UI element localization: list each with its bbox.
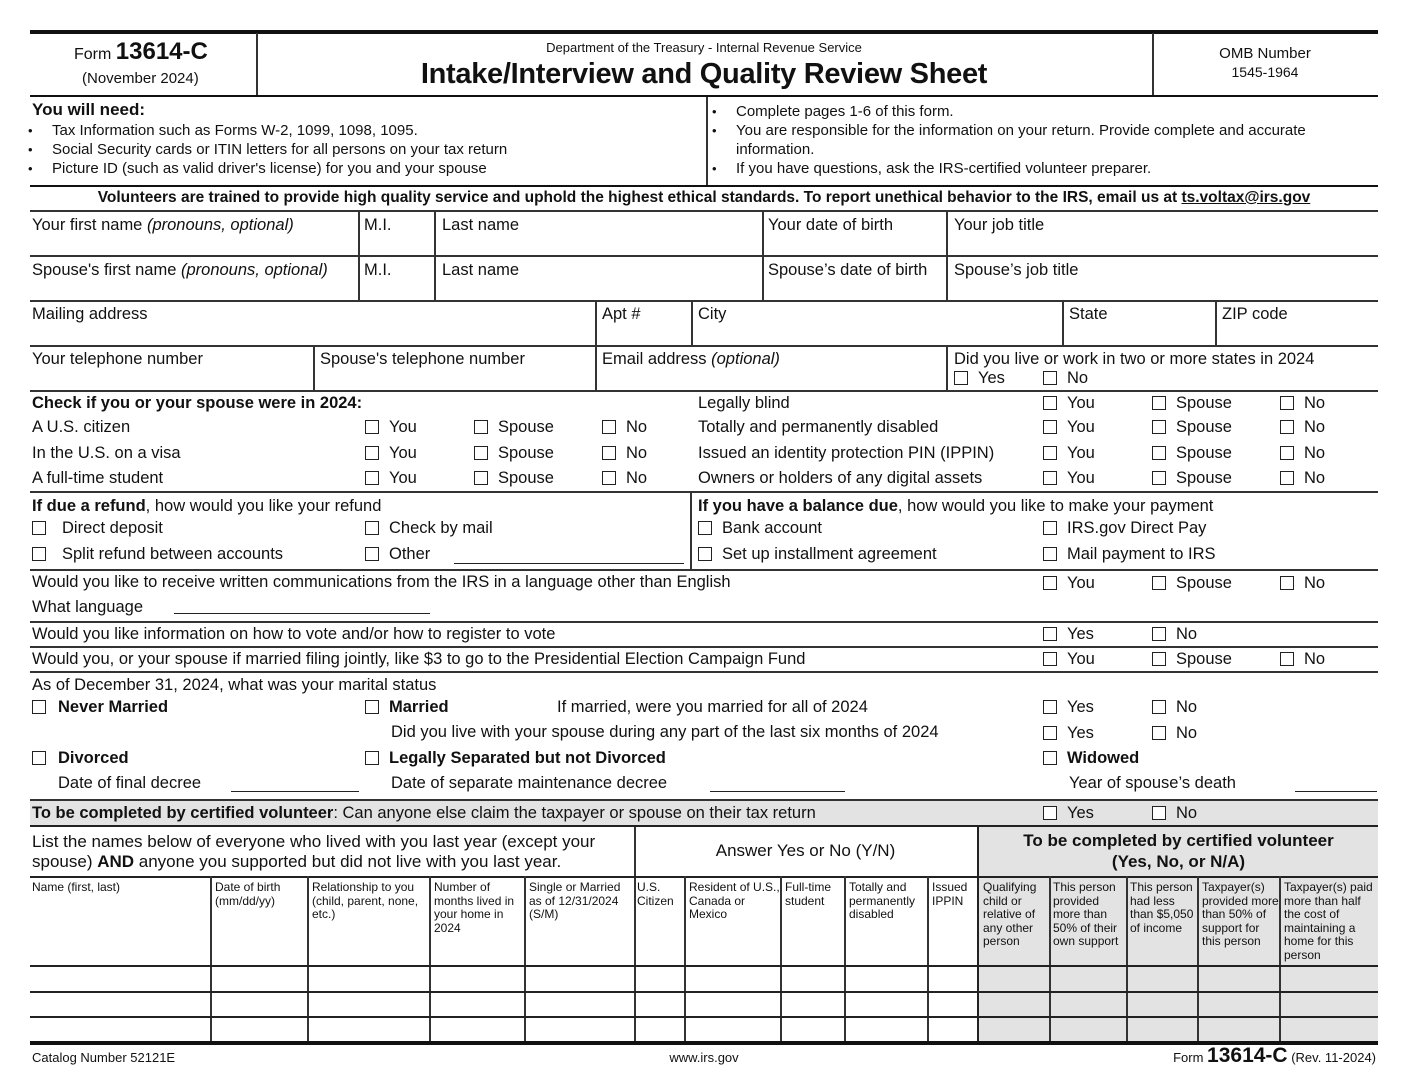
campaign-you-checkbox[interactable]	[1043, 651, 1095, 668]
checkbox-icon[interactable]	[1280, 471, 1294, 485]
top-border	[30, 30, 1378, 34]
visa-label: In the U.S. on a visa	[32, 444, 181, 462]
marital-question: As of December 31, 2024, what was your marital status	[32, 676, 437, 694]
label: Married	[389, 698, 449, 716]
table-row[interactable]	[30, 993, 1378, 1017]
student-spouse-checkbox[interactable]	[474, 470, 554, 487]
email-field[interactable]	[602, 351, 780, 368]
spouse-first-name-field[interactable]	[32, 262, 328, 279]
col-header-resident: Resident of U.S., Canada or Mexico	[689, 880, 780, 921]
language-spouse-checkbox[interactable]	[1152, 575, 1232, 592]
zip-field[interactable]: ZIP code	[1222, 305, 1288, 323]
department-label: Department of the Treasury - Internal Revenue Service	[546, 40, 862, 55]
label: AND	[97, 852, 135, 871]
label: Spouse	[1176, 418, 1232, 436]
checkbox-icon[interactable]	[1043, 652, 1057, 666]
label: Bank account	[722, 519, 822, 537]
col-header-relationship: Relationship to you (child, parent, none, etc.)	[312, 880, 419, 921]
form-id	[74, 40, 208, 64]
mail-payment-checkbox[interactable]	[1043, 546, 1216, 563]
form-number: 13614-C	[115, 38, 208, 65]
label: Split refund between accounts	[62, 545, 284, 563]
label: No	[1067, 369, 1089, 387]
blind-no-checkbox[interactable]	[1280, 395, 1325, 412]
ethics-text: Volunteers are trained to provide high quality service and uphold the highest ethical standards. To report unethical behavior to the IRS, email us at	[97, 189, 1182, 206]
checkbox-icon[interactable]	[698, 547, 712, 561]
checkbox-icon[interactable]	[1152, 446, 1166, 460]
divider	[30, 210, 1378, 212]
footer-form-id	[1173, 1045, 1376, 1066]
two-states-no-checkbox[interactable]	[1043, 370, 1088, 387]
checkbox-icon[interactable]	[602, 471, 616, 485]
checkbox-icon[interactable]	[365, 471, 379, 485]
campaign-no-checkbox[interactable]	[1280, 651, 1325, 668]
refund-other-input[interactable]	[454, 563, 684, 564]
need-item-continued: information.	[736, 141, 815, 158]
label: Email address	[602, 350, 707, 368]
divider	[762, 210, 764, 300]
married-all-year-question: If married, were you married for all of 2024	[557, 698, 868, 716]
col-header-qualifying: Qualifying child or relative of any other person	[983, 880, 1037, 948]
married-all-year-yes-checkbox[interactable]	[1043, 699, 1094, 716]
checkbox-icon[interactable]	[474, 471, 488, 485]
label: Never Married	[58, 698, 169, 716]
what-language-input[interactable]	[174, 613, 430, 614]
visa-you-checkbox[interactable]	[365, 445, 417, 462]
label: Mail payment to IRS	[1067, 545, 1216, 563]
need-item: • Picture ID (such as valid driver's license) for you and your spouse	[52, 161, 487, 176]
lived-with-spouse-question: Did you live with your spouse during any part of the last six months of 2024	[391, 723, 939, 741]
installment-checkbox[interactable]	[698, 546, 937, 563]
us-citizen-label: A U.S. citizen	[32, 418, 131, 436]
catalog-number: Catalog Number 52121E	[32, 1050, 176, 1065]
divider	[358, 210, 360, 300]
checkbox-icon[interactable]	[1152, 420, 1166, 434]
divider	[946, 345, 948, 390]
ethics-email-link[interactable]: ts.voltax@irs.gov	[1181, 189, 1311, 206]
checkbox-icon[interactable]	[1152, 700, 1166, 714]
bottom-border	[30, 1041, 1378, 1045]
separated-checkbox[interactable]	[365, 750, 666, 767]
divorced-checkbox[interactable]	[32, 750, 129, 767]
answer-yn-header: Answer Yes or No (Y/N)	[715, 841, 896, 860]
divider	[30, 876, 1378, 878]
checkbox-icon[interactable]	[1043, 371, 1057, 385]
label: , how would you like to make your payment	[897, 497, 1214, 515]
state-field[interactable]: State	[1069, 305, 1108, 323]
label: Spouse	[1176, 650, 1232, 668]
vote-yes-checkbox[interactable]	[1043, 626, 1094, 643]
col-header-taxpayer-support: Taxpayer(s) provided more than 50% of support for this person	[1202, 880, 1279, 948]
label: Other	[389, 545, 431, 563]
divider	[30, 621, 1378, 623]
student-label: A full-time student	[32, 469, 164, 487]
label: Yes	[1067, 804, 1094, 822]
divider	[30, 300, 1378, 302]
check-by-mail-checkbox[interactable]	[365, 520, 493, 537]
balance-title	[698, 498, 1213, 515]
disabled-spouse-checkbox[interactable]	[1152, 419, 1232, 436]
divider	[1152, 33, 1154, 95]
divider	[706, 97, 708, 185]
label: Yes	[1067, 698, 1094, 716]
need-item: • Tax Information such as Forms W-2, 1099, 1098, 1095.	[52, 123, 418, 138]
student-no-checkbox[interactable]	[602, 470, 647, 487]
direct-deposit-checkbox[interactable]	[32, 520, 163, 537]
final-decree-input[interactable]	[231, 791, 359, 792]
label: You	[1067, 418, 1095, 436]
checkbox-icon[interactable]	[602, 446, 616, 460]
disabled-label: Totally and permanently disabled	[698, 418, 939, 436]
separate-decree-input[interactable]	[710, 791, 845, 792]
language-question: Would you like to receive written communications from the IRS in a language other than English	[32, 573, 731, 591]
label: You	[1067, 469, 1095, 487]
spouse-job-title-field[interactable]: Spouse’s job title	[954, 261, 1079, 279]
divider	[946, 210, 948, 300]
divider	[313, 345, 315, 390]
checkbox-icon[interactable]	[1152, 806, 1166, 820]
volunteer-claim-question	[32, 805, 816, 822]
checkbox-icon[interactable]	[1152, 396, 1166, 410]
need-item: • Complete pages 1-6 of this form.	[736, 104, 954, 119]
city-field[interactable]: City	[698, 305, 727, 323]
vote-no-checkbox[interactable]	[1152, 626, 1197, 643]
label: You	[1067, 650, 1095, 668]
campaign-spouse-checkbox[interactable]	[1152, 651, 1232, 668]
col-header-ippin: Issued IPPIN	[932, 880, 968, 908]
divider	[690, 491, 692, 569]
married-checkbox[interactable]	[365, 699, 449, 716]
label: You	[389, 469, 417, 487]
two-states-question: Did you live or work in two or more states in 2024	[954, 350, 1315, 368]
divider	[30, 671, 1378, 673]
label: (pronouns, optional)	[180, 261, 328, 279]
label: You	[1067, 574, 1095, 592]
student-you-checkbox[interactable]	[365, 470, 417, 487]
married-all-year-no-checkbox[interactable]	[1152, 699, 1197, 716]
label: No	[1304, 418, 1326, 436]
divider	[691, 300, 693, 345]
need-item: • If you have questions, ask the IRS-certified volunteer preparer.	[736, 161, 1151, 176]
checkbox-icon[interactable]	[1152, 576, 1166, 590]
label: anyone you supported but did not live with you last year.	[134, 852, 562, 871]
need-item: • Social Security cards or ITIN letters for all persons on your tax return	[52, 142, 507, 157]
label: Spouse	[498, 469, 554, 487]
table-row[interactable]	[30, 967, 1378, 991]
label: No	[1304, 574, 1326, 592]
divider	[30, 646, 1378, 648]
checkbox-icon[interactable]	[365, 700, 379, 714]
label: Check by mail	[389, 519, 493, 537]
col-header-name: Name (first, last)	[32, 880, 121, 894]
widowed-checkbox[interactable]	[1043, 750, 1139, 767]
digital-no-checkbox[interactable]	[1280, 470, 1325, 487]
citizen-spouse-checkbox[interactable]	[474, 419, 554, 436]
label: Spouse	[1176, 574, 1232, 592]
divider	[1215, 300, 1217, 345]
digital-you-checkbox[interactable]	[1043, 470, 1095, 487]
apt-field[interactable]: Apt #	[602, 305, 641, 323]
checkbox-icon[interactable]	[474, 446, 488, 460]
checkbox-icon[interactable]	[1043, 420, 1057, 434]
ippin-no-checkbox[interactable]	[1280, 445, 1325, 462]
separate-decree-label: Date of separate maintenance decree	[391, 774, 668, 792]
divider	[434, 210, 436, 300]
label: If due a refund	[32, 497, 146, 515]
never-married-checkbox[interactable]	[32, 699, 168, 716]
status-check-title: Check if you or your spouse were in 2024:	[32, 394, 363, 412]
label: Legally Separated but not Divorced	[389, 749, 666, 767]
checkbox-icon[interactable]	[1280, 652, 1294, 666]
label: 13614-C	[1207, 1044, 1288, 1067]
checkbox-icon[interactable]	[1280, 446, 1294, 460]
checkbox-icon[interactable]	[1043, 547, 1057, 561]
visa-no-checkbox[interactable]	[602, 445, 647, 462]
checkbox-icon[interactable]	[1043, 627, 1057, 641]
label: Your first name	[32, 216, 143, 234]
split-refund-checkbox[interactable]	[32, 546, 283, 563]
checkbox-icon[interactable]	[1043, 806, 1057, 820]
checkbox-icon[interactable]	[1043, 726, 1057, 740]
checkbox-icon[interactable]	[1152, 652, 1166, 666]
label: (pronouns, optional)	[146, 216, 294, 234]
form-prefix: Form	[74, 46, 112, 63]
checkbox-icon[interactable]	[32, 700, 46, 714]
label: No	[1304, 444, 1326, 462]
label: IRS.gov Direct Pay	[1067, 519, 1207, 537]
divider	[30, 185, 1378, 187]
first-name-field[interactable]	[32, 217, 294, 234]
lived-with-spouse-yes-checkbox[interactable]	[1043, 725, 1094, 742]
claim-yes-checkbox[interactable]	[1043, 805, 1094, 822]
checkbox-icon[interactable]	[1043, 471, 1057, 485]
checkbox-icon[interactable]	[474, 420, 488, 434]
digital-assets-label: Owners or holders of any digital assets	[698, 469, 983, 487]
household-intro: List the names below of everyone who lived with you last year (except your	[32, 832, 596, 851]
label: : Can anyone else claim the taxpayer or spouse on their tax return	[333, 804, 816, 822]
label: Yes	[1067, 724, 1094, 742]
ippin-you-checkbox[interactable]	[1043, 445, 1095, 462]
checkbox-icon[interactable]	[32, 547, 46, 561]
checkbox-icon[interactable]	[32, 521, 46, 535]
label: Spouse	[1176, 469, 1232, 487]
omb-number: 1545-1964	[1231, 64, 1299, 80]
phone-field[interactable]: Your telephone number	[32, 350, 203, 368]
label: No	[626, 444, 648, 462]
col-header-student: Full-time student	[785, 880, 832, 908]
col-header-home-cost: Taxpayer(s) paid more than half the cost of maintaining a home for this person	[1284, 880, 1373, 962]
job-title-field[interactable]: Your job title	[954, 216, 1045, 234]
checkbox-icon[interactable]	[1152, 726, 1166, 740]
label: No	[626, 469, 648, 487]
form-date: (November 2024)	[82, 70, 199, 87]
checkbox-icon[interactable]	[1280, 396, 1294, 410]
divider	[30, 345, 1378, 347]
need-item: • You are responsible for the information on your return. Provide complete and accurate	[736, 123, 1306, 138]
checkbox-icon[interactable]	[365, 547, 379, 561]
label: No	[1304, 394, 1326, 412]
spouse-dob-field[interactable]: Spouse’s date of birth	[768, 261, 928, 279]
label: If you have a balance due	[698, 497, 898, 515]
label: No	[1304, 650, 1326, 668]
checkbox-icon[interactable]	[954, 371, 968, 385]
disabled-you-checkbox[interactable]	[1043, 419, 1095, 436]
mi-field[interactable]: M.I.	[364, 216, 392, 234]
divider	[1062, 300, 1064, 345]
label: No	[1176, 698, 1198, 716]
divider	[30, 95, 1378, 97]
omb-label: OMB Number	[1219, 45, 1311, 62]
checkbox-icon[interactable]	[1043, 446, 1057, 460]
divider	[30, 491, 1378, 493]
label: (optional)	[711, 350, 780, 368]
label: You	[389, 418, 417, 436]
checkbox-icon[interactable]	[1043, 576, 1057, 590]
col-header-income: This person had less than $5,050 of income	[1130, 880, 1194, 935]
vote-question: Would you like information on how to vote and/or how to register to vote	[32, 625, 556, 643]
checkbox-icon[interactable]	[1043, 396, 1057, 410]
label: Divorced	[58, 749, 129, 767]
claim-no-checkbox[interactable]	[1152, 805, 1197, 822]
citizen-no-checkbox[interactable]	[602, 419, 647, 436]
label: Form	[1173, 1050, 1204, 1065]
col-header-months: Number of months lived in your home in 2024	[434, 880, 515, 935]
volunteer-header: To be completed by certified volunteer	[1023, 831, 1334, 850]
label: spouse)	[32, 852, 98, 871]
dob-field[interactable]: Your date of birth	[768, 216, 894, 234]
spouse-death-input[interactable]	[1295, 791, 1377, 792]
ippin-spouse-checkbox[interactable]	[1152, 445, 1232, 462]
checkbox-icon[interactable]	[1043, 751, 1057, 765]
label: Spouse	[1176, 394, 1232, 412]
col-header-disabled: Totally and permanently disabled	[849, 880, 916, 921]
checkbox-icon[interactable]	[1280, 420, 1294, 434]
refund-title	[32, 498, 381, 515]
what-language-label: What language	[32, 598, 143, 616]
checkbox-icon[interactable]	[1280, 576, 1294, 590]
divider	[30, 569, 1378, 571]
visa-spouse-checkbox[interactable]	[474, 445, 554, 462]
refund-other-checkbox[interactable]	[365, 546, 430, 563]
label: You	[1067, 394, 1095, 412]
label: Spouse	[498, 418, 554, 436]
checkbox-icon[interactable]	[365, 751, 379, 765]
direct-pay-checkbox[interactable]	[1043, 520, 1206, 537]
final-decree-label: Date of final decree	[58, 774, 202, 792]
ethics-statement	[30, 190, 1378, 206]
label: No	[626, 418, 648, 436]
last-name-field[interactable]: Last name	[442, 216, 520, 234]
table-row[interactable]	[30, 1018, 1378, 1041]
digital-spouse-checkbox[interactable]	[1152, 470, 1232, 487]
spouse-mi-field[interactable]: M.I.	[364, 261, 392, 279]
label: Yes	[1067, 625, 1094, 643]
language-no-checkbox[interactable]	[1280, 575, 1325, 592]
col-header-own-support: This person provided more than 50% of their own support	[1053, 880, 1119, 948]
blind-label: Legally blind	[698, 394, 790, 412]
label: , how would you like your refund	[145, 497, 382, 515]
label: No	[1176, 625, 1198, 643]
two-states-yes-checkbox[interactable]	[954, 370, 1005, 387]
label: To be completed by certified volunteer	[32, 804, 334, 822]
checkbox-icon[interactable]	[32, 751, 46, 765]
spouse-last-name-field[interactable]: Last name	[442, 261, 520, 279]
checkbox-icon[interactable]	[1152, 627, 1166, 641]
checkbox-icon[interactable]	[602, 420, 616, 434]
checkbox-icon[interactable]	[365, 521, 379, 535]
label: (Rev. 11-2024)	[1291, 1050, 1376, 1065]
checkbox-icon[interactable]	[1043, 700, 1057, 714]
volunteer-header-sub: (Yes, No, or N/A)	[1111, 852, 1246, 871]
checkbox-icon[interactable]	[1152, 471, 1166, 485]
spouse-death-label: Year of spouse’s death	[1069, 774, 1236, 792]
spouse-phone-field[interactable]: Spouse's telephone number	[320, 350, 525, 368]
label: No	[1304, 469, 1326, 487]
checkbox-icon[interactable]	[1043, 521, 1057, 535]
household-intro-line2	[32, 853, 561, 870]
label: Spouse's first name	[32, 261, 177, 279]
checkbox-icon[interactable]	[365, 446, 379, 460]
checkbox-icon[interactable]	[698, 521, 712, 535]
mailing-address-field[interactable]: Mailing address	[32, 305, 148, 323]
col-header-citizen: U.S. Citizen	[637, 880, 674, 908]
label: No	[1176, 804, 1198, 822]
need-title: You will need:	[32, 100, 146, 119]
divider	[30, 390, 1378, 392]
page-title: Intake/Interview and Quality Review Sheet	[420, 58, 988, 90]
blind-spouse-checkbox[interactable]	[1152, 395, 1232, 412]
blind-you-checkbox[interactable]	[1043, 395, 1095, 412]
label: You	[389, 444, 417, 462]
label: Spouse	[1176, 444, 1232, 462]
label: Direct deposit	[62, 519, 163, 537]
label: Spouse	[498, 444, 554, 462]
disabled-no-checkbox[interactable]	[1280, 419, 1325, 436]
label: Widowed	[1067, 749, 1140, 767]
ippin-label: Issued an identity protection PIN (IPPIN)	[698, 444, 995, 462]
language-you-checkbox[interactable]	[1043, 575, 1095, 592]
label: Set up installment agreement	[722, 545, 937, 563]
citizen-you-checkbox[interactable]	[365, 419, 417, 436]
label: No	[1176, 724, 1198, 742]
lived-with-spouse-no-checkbox[interactable]	[1152, 725, 1197, 742]
website-link[interactable]: www.irs.gov	[669, 1050, 739, 1065]
col-header-marital: Single or Married as of 12/31/2024 (S/M)	[529, 880, 621, 921]
col-header-dob: Date of birth (mm/dd/yy)	[215, 880, 281, 908]
bank-account-checkbox[interactable]	[698, 520, 822, 537]
label: Yes	[978, 369, 1005, 387]
checkbox-icon[interactable]	[365, 420, 379, 434]
campaign-question: Would you, or your spouse if married filing jointly, like $3 to go to the Presidential Election Campaign Fund	[32, 650, 806, 668]
label: You	[1067, 444, 1095, 462]
divider	[30, 255, 1378, 257]
